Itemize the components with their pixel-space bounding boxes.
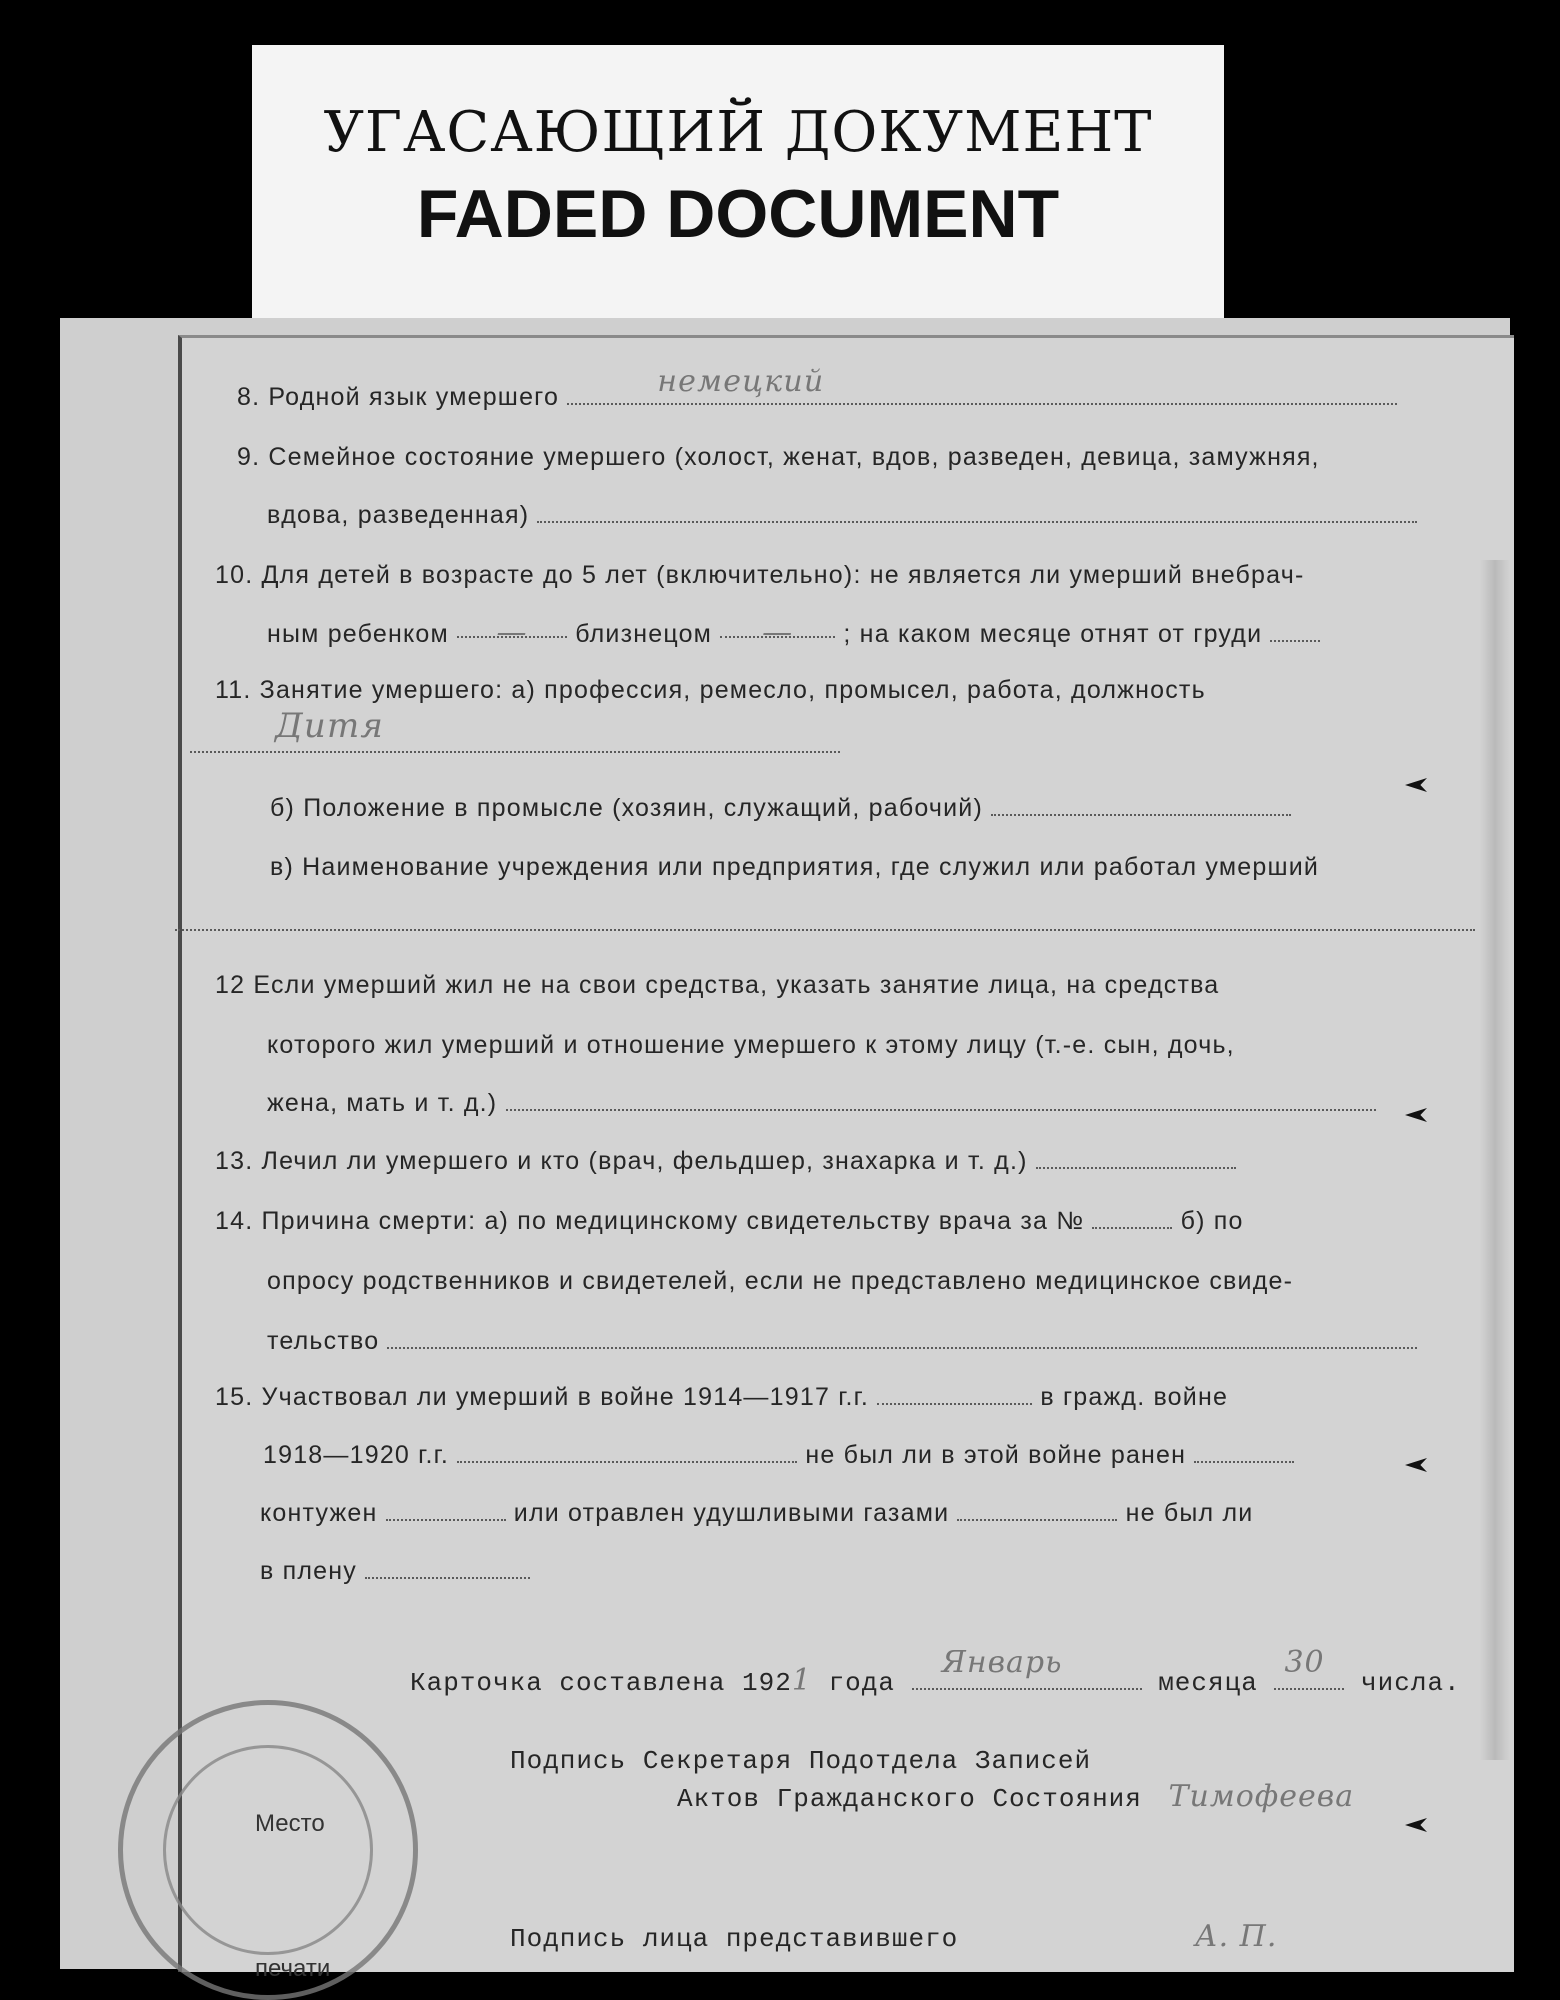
q14-label-1a: Причина смерти: а) по медицинскому свидетельству врача за № [261, 1207, 1085, 1235]
q11-v-field [175, 911, 1475, 931]
signature-secretary-label-1: Подпись Секретаря Подотдела Записей [510, 1746, 1092, 1776]
seal-place-label: Место [255, 1810, 325, 1837]
q12-label-1: Если умерший жил не на свои средства, указать занятие лица, на средства [253, 971, 1220, 999]
card-month-field [912, 1645, 1142, 1690]
q8-number: 8. [237, 383, 261, 411]
q10-label-weaning: ; на каком месяце отнят от груди [843, 620, 1263, 648]
card-compiled-line [410, 1645, 1560, 1698]
card-year-digit: 1 [791, 1663, 812, 1698]
q15-ww1-field [877, 1385, 1032, 1405]
q14-line-1 [215, 1206, 1560, 1236]
card-day-label: числа. [1361, 1668, 1461, 1698]
label-title-en: FADED DOCUMENT [416, 176, 1060, 252]
card-compiled-label: Карточка составлена 192 [410, 1668, 792, 1698]
q15-number: 15. [215, 1383, 254, 1411]
q10-twin-answer: — [762, 615, 794, 650]
q10-line-2 [215, 615, 1560, 650]
q11-number: 11. [215, 676, 252, 704]
signature-secretary-label-2: Актов Гражданского Состояния [677, 1784, 1142, 1814]
q9-answer-field [537, 503, 1417, 523]
faded-document-label-card [252, 45, 1224, 335]
q15-wounded-field [1194, 1443, 1294, 1463]
q12-number: 12 [215, 971, 246, 999]
q14-line-3 [215, 1326, 1560, 1356]
q8-answer: немецкий [657, 364, 825, 399]
representative-signature: А. П. [1194, 1919, 1278, 1954]
q13-label: Лечил ли умершего и кто (врач, фельдшер, знахарка и т. д.) [261, 1147, 1028, 1175]
q15-label-2a: 1918—1920 г.г. [263, 1441, 450, 1469]
q15-label-3b: или отравлен удушливыми газами [513, 1499, 950, 1527]
q11-label-1: Занятие умершего: а) профессия, ремесло, промысел, работа, должность [259, 676, 1206, 704]
q15-label-1b: в гражд. войне [1040, 1383, 1229, 1411]
signature-line-2 [677, 1779, 1560, 1814]
q10-label-1: Для детей в возрасте до 5 лет (включительно): не является ли умерший внебрач- [261, 561, 1305, 589]
q10-weaning-field [1270, 622, 1320, 642]
q11-label-v: в) Наименование учреждения или предприятия, где служил или работал умерший [270, 853, 1320, 881]
q10-label-twin: близнецом [575, 620, 713, 648]
signature-line-1 [510, 1746, 1560, 1776]
q9-label-1: Семейное состояние умершего (холост, женат, вдов, разведен, девица, замужняя, [268, 443, 1320, 471]
card-month-label: месяца [1158, 1668, 1258, 1698]
label-title-ru: УГАСАЮЩИЙ ДОКУМЕНТ [323, 100, 1153, 165]
card-month: Январь [941, 1645, 1063, 1680]
q13-answer-field [1036, 1149, 1236, 1169]
q10-illegitimate-field [457, 615, 567, 650]
q12-answer-field [506, 1091, 1376, 1111]
q10-number: 10. [215, 561, 254, 589]
official-seal-inner-ring [163, 1745, 373, 1955]
q12-line-2 [215, 1030, 1560, 1060]
card-day: 30 [1284, 1645, 1325, 1680]
q15-label-4: в плену [260, 1557, 357, 1585]
q14-label-3: тельство [267, 1327, 380, 1355]
q11-v-answer-line [175, 908, 1560, 938]
q9-label-2: вдова, разведенная) [267, 501, 530, 529]
q14-answer-field [387, 1329, 1417, 1349]
q12-label-2: которого жил умерший и отношение умершего к этому лицу (т.-е. сын, дочь, [267, 1031, 1235, 1059]
secretary-signature: Тимофеева [1168, 1779, 1355, 1814]
q12-line-1 [215, 970, 1560, 1000]
q9-number: 9. [237, 443, 261, 471]
q15-label-3a: контужен [260, 1499, 378, 1527]
signature-representative-label: Подпись лица представившего [510, 1924, 959, 1954]
q11-line-v [215, 852, 1560, 882]
q12-label-3: жена, мать и т. д.) [267, 1089, 498, 1117]
q15-label-3c: не был ли [1125, 1499, 1254, 1527]
q10-line-1 [215, 560, 1560, 590]
q10-label-illegitimate: ным ребенком [267, 620, 449, 648]
q15-line-3 [215, 1498, 1560, 1528]
q15-contused-field [386, 1501, 506, 1521]
q15-label-1a: Участвовал ли умерший в войне 1914—1917 г.г. [261, 1383, 870, 1411]
q14-number: 14. [215, 1207, 254, 1235]
q15-line-1 [215, 1382, 1560, 1412]
q15-captivity-field [365, 1559, 530, 1579]
q15-civil-war-field [457, 1443, 797, 1463]
card-day-field [1274, 1645, 1344, 1690]
q11-line-1 [215, 675, 1560, 705]
q11-answer-line [190, 706, 1560, 760]
q12-line-3 [215, 1088, 1560, 1118]
q9-line-1 [215, 442, 1560, 472]
q11-line-b [215, 793, 1560, 823]
q11-label-b: б) Положение в промысле (хозяин, служащий, рабочий) [270, 794, 983, 822]
q8-line [215, 364, 1560, 412]
q13-number: 13. [215, 1147, 254, 1175]
q14-line-2 [215, 1266, 1560, 1296]
seal-label: печати [255, 1955, 331, 1982]
q15-label-2b: не был ли в этой войне ранен [805, 1441, 1187, 1469]
q11-answer: Дитя [275, 706, 385, 746]
q10-twin-field [720, 615, 835, 650]
q10-illegitimate-answer: — [496, 615, 528, 650]
q14-certificate-number-field [1092, 1209, 1172, 1229]
q15-gassed-field [957, 1501, 1117, 1521]
q14-label-1b: б) по [1180, 1207, 1244, 1235]
q11-b-field [991, 796, 1291, 816]
q8-label: Родной язык умершего [268, 383, 560, 411]
q11-answer-field [190, 706, 840, 753]
q15-line-4 [215, 1556, 1560, 1586]
q14-label-2: опросу родственников и свидетелей, если не представлено медицинское свиде- [267, 1267, 1294, 1295]
signature-line-3 [510, 1919, 1560, 1954]
q15-line-2 [215, 1440, 1560, 1470]
card-year-label: года [828, 1668, 895, 1698]
q9-line-2 [215, 500, 1560, 530]
q8-answer-field [567, 364, 1397, 405]
q13-line [215, 1146, 1560, 1176]
